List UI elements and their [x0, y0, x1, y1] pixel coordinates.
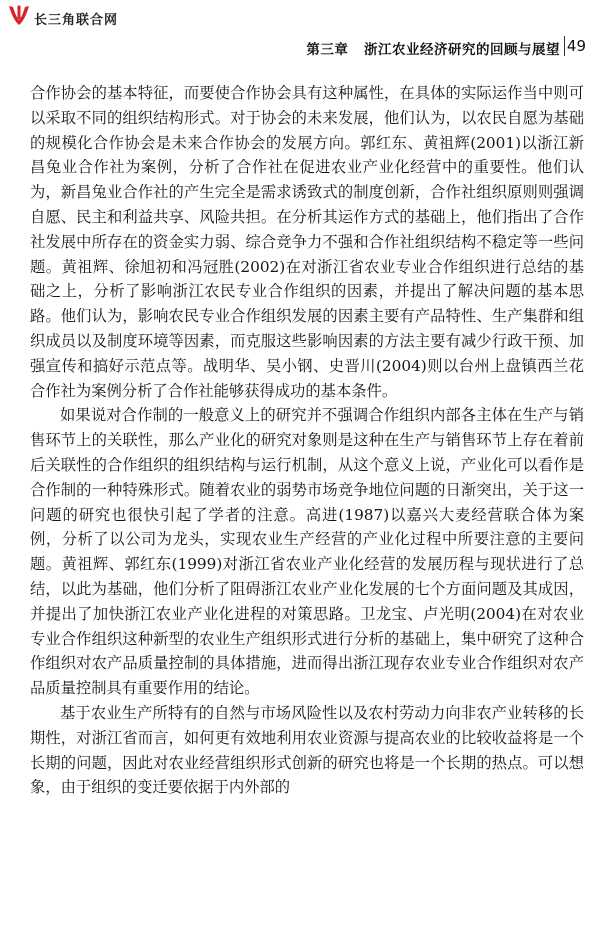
- header-separator: [564, 36, 565, 56]
- chapter-label: 第三章: [306, 42, 349, 58]
- paragraph-1: 合作协会的基本特征，而要使合作协会具有这种属性，在具体的实际运作当中则可以采取不同的组织结构形式。对于协会的未来发展，他们认为，以农民自愿为基础的规模化合作协会是未来合作协会的发展方向。郭红东、黄祖辉(2001)以浙江新昌兔业合作社为案例，分析了合作社在促进农业产业化经营中的重要性。他们认为，新昌兔业合作社的产生完全是需求诱致式的制度创新，合作社组织原则则强调自愿、民主和利益共享、风险共担。在分析其运作方式的基础上，他们指出了合作社发展中所存在的资金实力弱、综合竞争力不强和合作社组织结构不稳定等一些问题。黄祖辉、徐旭初和冯冠胜(2002)在对浙江省农业专业合作组织进行总结的基础之上，分析了影响浙江农民专业合作组织的因素，并提出了解决问题的基本思路。他们认为，影响农民专业合作组织发展的因素主要有产品特性、生产集群和组织成员以及制度环境等因素，而克服这些影响因素的方法主要有减少行政干预、加强宣传和搞好示范点等。战明华、吴小钢、史晋川(2004)则以台州上盘镇西兰花合作社为案例分析了合作社能够获得成功的基本条件。: [30, 84, 584, 400]
- brand-logo-svg: [6, 4, 32, 28]
- brand-name: 长三角联合网: [34, 13, 119, 28]
- paragraph-3: 基于农业生产所特有的自然与市场风险性以及农村劳动力向非农产业转移的长期性，对浙江省而言，如何更有效地利用农业资源与提高农业的比较收益将是一个长期的问题，因此对农业经营组织形式创新的研究也将是一个长期的热点。可以想象，由于组织的变迁要依据于内外部的: [30, 703, 584, 797]
- body-text: [30, 81, 584, 800]
- chapter-title: 浙江农业经济研究的回顾与展望: [364, 42, 560, 58]
- page-header: [0, 0, 600, 60]
- page-number: 49: [566, 37, 586, 55]
- running-head: [306, 38, 560, 58]
- paragraph-2: 如果说对合作制的一般意义上的研究并不强调合作组织内部各主体在生产与销售环节上的关联性，那么产业化的研究对象则是这种在生产与销售环节上存在着前后关联性的合作组织的组织结构与运行机制，从这个意义上说，产业化可以看作是合作制的一种特殊形式。随着农业的弱势市场竞争地位问题的日渐突出，关于这一问题的研究也很快引起了学者的注意。高进(1987)以嘉兴大麦经营联合体为案例，分析了以公司为龙头，实现农业生产经营的产业化过程中所要注意的主要问题。黄祖辉、郭红东(1999)对浙江省农业产业化经营的发展历程与现状进行了总结，以此为基础，他们分析了阻碍浙江农业产业化发展的七个方面问题及其成因，并提出了加快浙江农业产业化进程的对策思路。卫龙宝、卢光明(2004)在对农业专业合作组织这种新型的农业生产组织形式进行分析的基础上，集中研究了这种合作组织对农产品质量控制的具体措施，进而得出浙江现存农业专业合作组织对农产品质量控制具有重要作用的结论。: [30, 406, 584, 698]
- brand-logo-icon: [6, 4, 32, 28]
